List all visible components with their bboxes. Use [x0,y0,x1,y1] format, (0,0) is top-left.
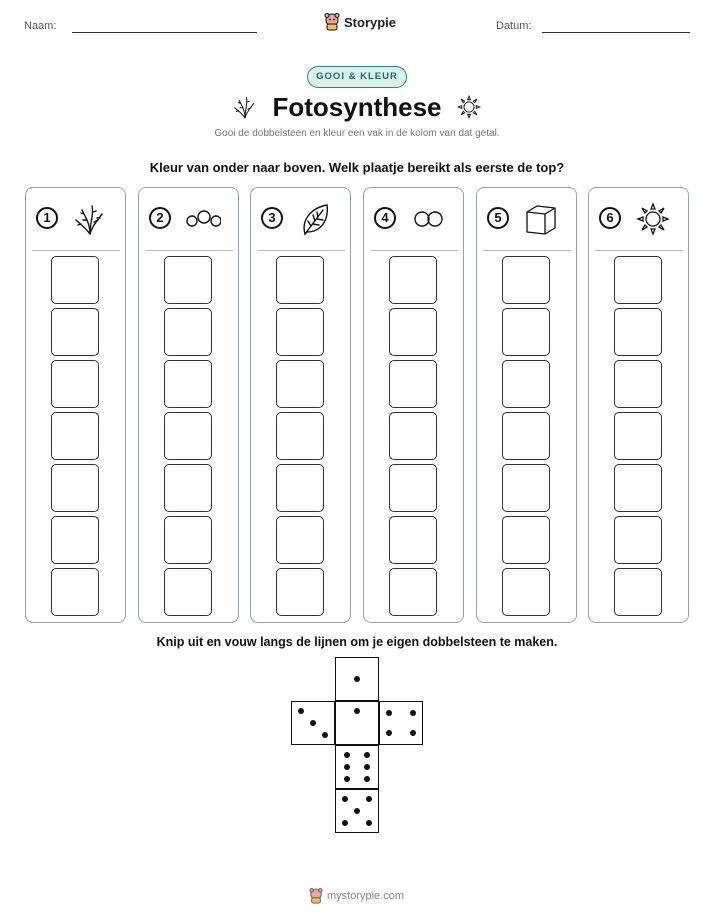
color-box[interactable] [389,412,437,460]
color-box[interactable] [276,256,324,304]
column-header [26,188,124,250]
column-divider [257,250,345,251]
oxygen-bubbles-icon [410,202,446,236]
color-box[interactable] [276,516,324,564]
color-box[interactable] [276,412,324,460]
color-box[interactable] [614,412,662,460]
color-box[interactable] [51,360,99,408]
color-box[interactable] [389,308,437,356]
column-number: 6 [599,207,621,229]
color-box[interactable] [502,360,550,408]
color-box[interactable] [276,568,324,616]
column-3 [250,187,351,623]
color-box[interactable] [51,308,99,356]
die-pip [344,752,350,758]
die-face-4 [379,701,423,745]
color-box[interactable] [502,412,550,460]
die-pip [342,820,348,826]
column-divider [32,250,120,251]
color-box[interactable] [164,360,212,408]
color-box[interactable] [276,308,324,356]
column-divider [483,250,571,251]
brand-logo [324,13,396,31]
column-4 [363,187,464,623]
color-box[interactable] [389,568,437,616]
color-box[interactable] [614,516,662,564]
die-face-5 [335,789,379,833]
color-box[interactable] [276,464,324,512]
activity-badge: GOOI & KLEUR [307,66,407,88]
color-box[interactable] [502,464,550,512]
column-number: 3 [261,207,283,229]
column-header [589,188,687,250]
column-6 [588,187,689,623]
color-box[interactable] [389,256,437,304]
storypie-mascot-icon [309,888,323,904]
color-box[interactable] [276,360,324,408]
column-header [251,188,349,250]
die-pip [298,708,304,714]
die-face-1 [335,701,379,745]
color-box[interactable] [51,568,99,616]
footer-url: mystorypie.com [327,890,405,902]
color-box[interactable] [164,464,212,512]
subtitle: Gooi de dobbelsteen en kleur een vak in de kolom van dat getal. [214,128,500,139]
color-box[interactable] [164,412,212,460]
color-box[interactable] [502,516,550,564]
color-box[interactable] [614,308,662,356]
page-title: Fotosynthese [272,92,442,122]
color-box[interactable] [51,516,99,564]
column-divider [370,250,458,251]
color-box[interactable] [614,464,662,512]
color-box[interactable] [389,360,437,408]
color-box[interactable] [614,256,662,304]
column-number: 1 [36,207,58,229]
footer [309,888,404,904]
name-line[interactable] [72,32,257,33]
color-box[interactable] [164,568,212,616]
column-header [364,188,462,250]
brand-name: Storypie [344,14,397,30]
sun-icon [456,94,482,120]
column-header [139,188,237,250]
column-header [477,188,575,250]
die-pip [364,776,370,782]
column-5 [476,187,577,623]
die-face-1 [335,657,379,701]
die-pip [310,720,316,726]
die-pip [366,820,372,826]
die-pip [354,676,360,682]
die-pip [354,708,360,714]
leaf-icon [297,202,333,236]
color-box[interactable] [502,256,550,304]
color-box[interactable] [51,464,99,512]
sugar-cube-icon [523,202,559,236]
color-box[interactable] [164,308,212,356]
color-box[interactable] [502,308,550,356]
date-line[interactable] [542,32,690,33]
color-box[interactable] [614,568,662,616]
column-1 [25,187,126,623]
die-pip [322,732,328,738]
color-box[interactable] [51,412,99,460]
die-face-6 [335,745,379,789]
column-number: 4 [374,207,396,229]
column-2 [138,187,239,623]
color-box[interactable] [389,516,437,564]
date-label: Datum: [496,20,532,32]
column-divider [595,250,683,251]
molecule-icon [185,202,221,236]
sun-icon [635,202,671,236]
cut-instruction: Knip uit en vouw langs de lijnen om je eigen dobbelsteen te maken. [156,635,558,649]
seaweed-icon [72,202,108,236]
die-face-3 [291,701,335,745]
color-box[interactable] [614,360,662,408]
color-box[interactable] [164,516,212,564]
column-number: 2 [149,207,171,229]
die-pip [344,776,350,782]
die-pip [342,796,348,802]
die-pip [410,730,416,736]
die-pip [344,764,350,770]
color-box[interactable] [51,256,99,304]
game-instruction: Kleur van onder naar boven. Welk plaatje bereikt als eerste de top? [149,160,565,175]
color-box[interactable] [389,464,437,512]
storypie-mascot-icon [324,13,340,31]
die-pip [364,764,370,770]
color-box[interactable] [502,568,550,616]
die-pip [410,710,416,716]
die-pip [386,710,392,716]
column-number: 5 [487,207,509,229]
die-pip [366,796,372,802]
color-box[interactable] [164,256,212,304]
die-pip [386,730,392,736]
column-divider [145,250,233,251]
die-pip [354,808,360,814]
name-label: Naam: [24,20,57,32]
die-pip [364,752,370,758]
